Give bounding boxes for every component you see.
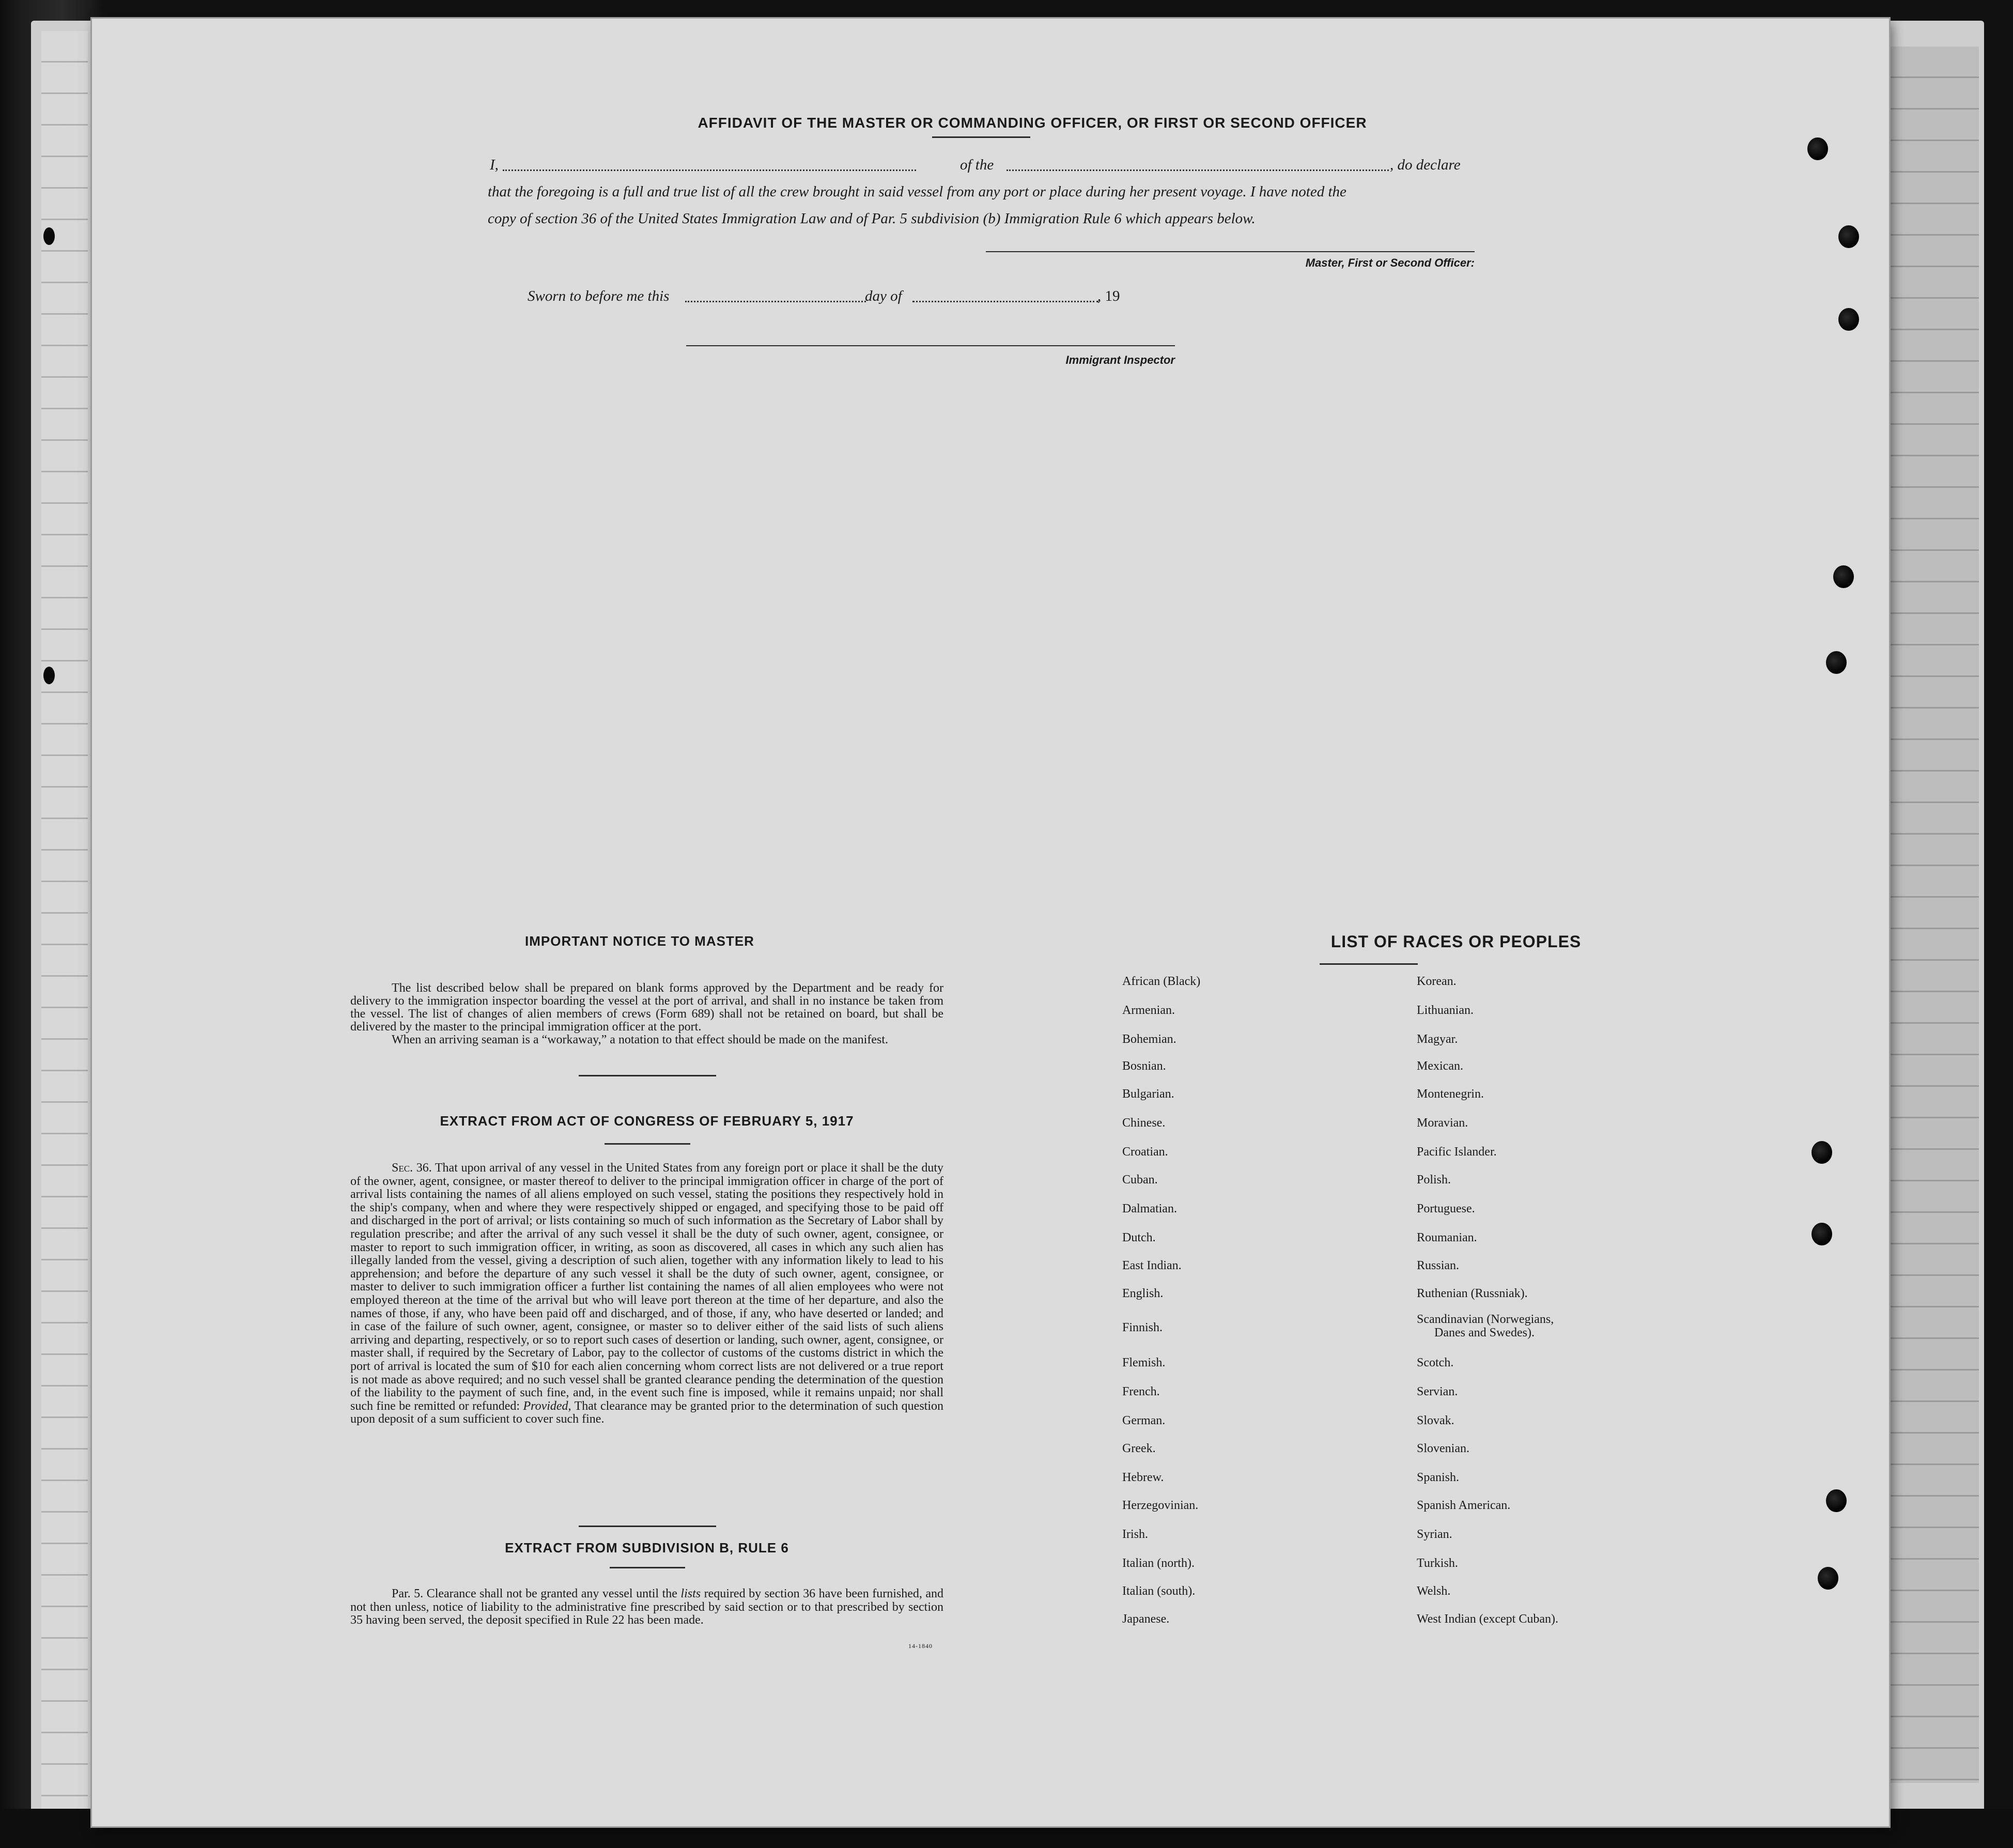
races-title-underline xyxy=(1320,963,1418,965)
race-item: Bohemian. xyxy=(1122,1033,1176,1046)
race-item: Irish. xyxy=(1122,1528,1148,1541)
inspector-signature-line xyxy=(686,345,1175,346)
right-ruled-page-edge xyxy=(1881,47,1979,1783)
race-item: Portuguese. xyxy=(1417,1202,1475,1215)
section-divider xyxy=(579,1075,716,1076)
race-item: Welsh. xyxy=(1417,1584,1451,1598)
name-field-line xyxy=(503,170,916,171)
sworn-month-line xyxy=(912,301,1098,302)
act-extract-title: EXTRACT FROM ACT OF CONGRESS OF FEBRUARY 5, 1917 xyxy=(440,1113,854,1129)
race-item: Scandinavian (Norwegians, xyxy=(1417,1313,1554,1326)
punch-hole xyxy=(1826,651,1847,674)
race-item: Polish. xyxy=(1417,1173,1451,1187)
race-item: Spanish American. xyxy=(1417,1499,1511,1512)
master-signature-caption: Master, First or Second Officer: xyxy=(1305,256,1475,269)
section-divider xyxy=(605,1143,690,1145)
paragraph-5-body: Par. 5. Clearance shall not be granted any vessel until the xyxy=(392,1587,677,1600)
affidavit-do-declare: , do declare xyxy=(1390,157,1461,173)
section-divider xyxy=(610,1567,685,1568)
race-item: Mexican. xyxy=(1417,1059,1463,1073)
section-36-body-end: That clearance may be granted prior to the determination of such question upon deposit of a sum sufficient to cover such fine. xyxy=(350,1399,944,1426)
race-item: Cuban. xyxy=(1122,1173,1158,1187)
section-36-text xyxy=(350,1162,943,1426)
punch-hole xyxy=(1833,565,1854,588)
race-item: Pacific Islander. xyxy=(1417,1145,1497,1159)
race-item: Slovak. xyxy=(1417,1414,1454,1427)
race-item: Korean. xyxy=(1417,975,1457,988)
race-item: Lithuanian. xyxy=(1417,1004,1474,1017)
race-item: Dalmatian. xyxy=(1122,1202,1177,1215)
race-item: Chinese. xyxy=(1122,1116,1166,1130)
race-item: African (Black) xyxy=(1122,975,1201,988)
race-item: Roumanian. xyxy=(1417,1231,1477,1244)
race-item: Japanese. xyxy=(1122,1612,1170,1626)
notice-paragraph-2: When an arriving seaman is a “workaway,” a notation to that effect should be made on the manifest. xyxy=(392,1033,888,1046)
punch-hole xyxy=(1811,1141,1832,1164)
affidavit-i: I, xyxy=(490,157,499,173)
manifest-sheet xyxy=(92,19,1889,1826)
race-item: Hebrew. xyxy=(1122,1471,1164,1484)
race-item: Herzegovinian. xyxy=(1122,1499,1199,1512)
race-item: West Indian (except Cuban). xyxy=(1417,1612,1558,1626)
sworn-prefix: Sworn to before me this xyxy=(528,288,670,304)
edge-punch-hole xyxy=(43,667,55,684)
race-item: Ruthenian (Russniak). xyxy=(1417,1287,1528,1300)
notice-paragraph-1: The list described below shall be prepared on blank forms approved by the Department and be ready for delivery to the immigration inspector boarding the vessel at the port of arrival, and shall in no instance be taken from the vessel. The list of changes of alien members of crews (Form 689) shall not be retained on board, but shall be delivered by the master to the principal immigration officer at the port. xyxy=(350,981,943,1034)
edge-punch-hole xyxy=(43,227,55,245)
race-item: Montenegrin. xyxy=(1417,1087,1484,1101)
form-number: 14-1840 xyxy=(908,1642,933,1650)
affidavit-title: AFFIDAVIT OF THE MASTER OR COMMANDING OFFICER, OR FIRST OR SECOND OFFICER xyxy=(698,115,1367,131)
race-item: French. xyxy=(1122,1385,1160,1398)
vessel-field-line xyxy=(1007,170,1389,171)
race-item: Bosnian. xyxy=(1122,1059,1166,1073)
race-item: Italian (north). xyxy=(1122,1557,1195,1570)
left-ruled-page-edge xyxy=(41,31,88,1809)
race-item: East Indian. xyxy=(1122,1259,1182,1272)
title-underline xyxy=(932,136,1030,138)
punch-hole xyxy=(1838,308,1859,331)
punch-hole xyxy=(1807,137,1828,160)
race-item: Servian. xyxy=(1417,1385,1458,1398)
section-divider xyxy=(579,1526,716,1527)
race-item: Moravian. xyxy=(1417,1116,1468,1130)
notice-body xyxy=(350,982,943,1046)
race-item: German. xyxy=(1122,1414,1166,1427)
sworn-day-of: day of xyxy=(865,288,902,304)
notice-title: IMPORTANT NOTICE TO MASTER xyxy=(525,933,754,949)
provided-word: Provided, xyxy=(523,1399,571,1413)
punch-hole xyxy=(1826,1489,1847,1512)
race-item: Spanish. xyxy=(1417,1471,1460,1484)
race-item: Dutch. xyxy=(1122,1231,1156,1244)
race-item: Syrian. xyxy=(1417,1528,1452,1541)
race-item: Italian (south). xyxy=(1122,1584,1196,1598)
race-item: Slovenian. xyxy=(1417,1442,1469,1455)
master-signature-line xyxy=(986,251,1475,252)
lists-word: lists xyxy=(680,1587,701,1600)
race-item: Croatian. xyxy=(1122,1145,1168,1159)
race-item: Magyar. xyxy=(1417,1033,1458,1046)
race-item-continued: Danes and Swedes). xyxy=(1434,1326,1535,1339)
punch-hole xyxy=(1838,225,1859,248)
sworn-year: , 19 xyxy=(1097,288,1120,304)
inspector-caption: Immigrant Inspector xyxy=(1065,353,1175,366)
rule-extract-title: EXTRACT FROM SUBDIVISION B, RULE 6 xyxy=(505,1540,789,1556)
punch-hole xyxy=(1811,1223,1832,1245)
affidavit-line-3: copy of section 36 of the United States Immigration Law and of Par. 5 subdivision (b) Immigration Rule 6 which appears below. xyxy=(488,210,1256,227)
section-36-body: That upon arrival of any vessel in the United States from any foreign port or place it shall be the duty of the owner, agent, consignee, or master thereof to deliver to the principal immigration officer in charge of the port of arrival lists containing the names of all aliens employed on such vessel, stating the positions they respectively hold in the ship's company, when and where they were respectively shipped or engaged, and specifying those to be paid off and discharged in the port of arrival; or lists containing so much of such information as the Secretary of Labor shall by regulation prescribe; and after the arrival of any such vessel it shall be the duty of such owner, agent, consignee, or master to report to such immigration officer, in writing, as soon as discovered, all cases in which any such alien has illegally landed from the vessel, giving a description of such alien, together with any information likely to lead to his apprehension; and before the departure of any such vessel it shall be the duty of such owner, agent, consignee, or master to deliver to such immigration officer a further list containing the names of all alien employees who were not employed thereon at the time of the arrival but who will leave port thereon at the time of her departure, and also the names of those, if any, who have been paid off and discharged, and of those, if any, who have deserted or landed; and in case of the failure of such owner, agent, consignee, or master so to deliver either of the said lists of such aliens arriving and departing, respectively, or so to report such cases of desertion or landing, such owner, agent, consignee, or master shall, if required by the Secretary of Labor, pay to the collector of customs of the customs district in which the port of arrival is located the sum of $10 for each alien concerning whom correct lists are not delivered or a true report is not made as above required; and no such vessel shall be granted clearance pending the determination of the question of the liability to the payment of such fine, and, in the event such fine is imposed, while it remains unpaid; nor shall such fine be remitted or refunded: xyxy=(350,1161,943,1413)
punch-hole xyxy=(1818,1567,1838,1590)
section-36-label: Sec. 36. xyxy=(392,1161,432,1175)
affidavit-of-the: of the xyxy=(960,157,994,173)
race-item: Flemish. xyxy=(1122,1356,1166,1369)
race-item: Russian. xyxy=(1417,1259,1460,1272)
sworn-day-line xyxy=(685,301,866,302)
race-item: English. xyxy=(1122,1287,1164,1300)
race-item: Finnish. xyxy=(1122,1321,1163,1334)
race-item: Greek. xyxy=(1122,1442,1156,1455)
races-list-title: LIST OF RACES OR PEOPLES xyxy=(1330,932,1582,951)
race-item: Turkish. xyxy=(1417,1557,1458,1570)
paragraph-5-body-end: required by section 36 have been furnished, and not then unless, notice of liability to the administrative fine prescribed by said section or to that prescribed by section 35 having been served, the deposit specified in Rule 22 has been made. xyxy=(350,1587,944,1627)
race-item: Armenian. xyxy=(1122,1004,1175,1017)
race-item: Scotch. xyxy=(1417,1356,1454,1369)
race-item: Bulgarian. xyxy=(1122,1087,1174,1101)
affidavit-line-2: that the foregoing is a full and true list of all the crew brought in said vessel from any port or place during her present voyage. I have noted the xyxy=(488,183,1346,200)
paragraph-5-text xyxy=(350,1588,943,1627)
